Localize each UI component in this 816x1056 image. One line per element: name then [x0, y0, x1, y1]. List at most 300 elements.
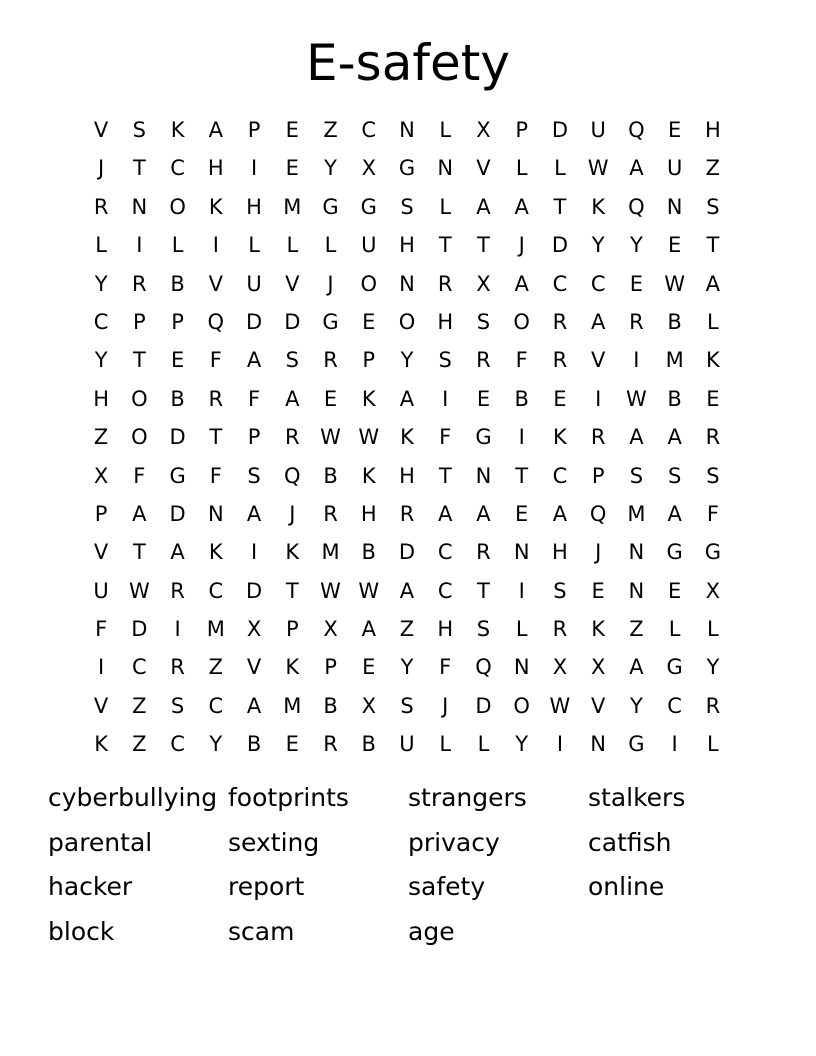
grid-letter: C [208, 693, 224, 718]
grid-letter: P [285, 617, 299, 642]
grid-letter: H [704, 118, 721, 142]
grid-letter: B [361, 732, 376, 757]
grid-letter: P [247, 118, 261, 142]
grid-letter: K [94, 732, 108, 757]
grid-letter: X [323, 617, 338, 642]
grid-letter: A [629, 425, 644, 450]
grid-row [82, 226, 732, 264]
grid-letter: C [552, 271, 568, 296]
grid-letter: O [360, 271, 378, 296]
grid-letter: B [361, 540, 376, 565]
grid-letter: R [323, 501, 338, 526]
grid-row [82, 687, 732, 725]
grid-letter: B [170, 271, 185, 296]
grid-letter: D [245, 309, 263, 334]
grid-letter: G [322, 309, 339, 334]
grid-letter: Y [324, 156, 337, 181]
grid-letter: H [246, 194, 262, 219]
grid-letter: N [399, 271, 415, 296]
grid-letter: Z [132, 693, 147, 718]
grid-letter: G [704, 540, 721, 565]
grid-letter: S [170, 693, 185, 718]
grid-letter: S [476, 309, 491, 334]
grid-letter: K [361, 463, 376, 488]
grid-letter: P [324, 655, 337, 680]
grid-letter: W [358, 578, 380, 603]
grid-letter: H [93, 386, 110, 411]
grid-letter: L [439, 732, 452, 757]
grid-row [82, 648, 732, 686]
grid-letter: I [250, 156, 258, 181]
grid-letter: A [705, 271, 721, 296]
grid-letter: R [552, 309, 568, 334]
grid-letter: F [95, 617, 108, 642]
grid-letter: N [131, 194, 148, 219]
grid-letter: X [476, 118, 491, 142]
grid-letter: A [399, 578, 415, 603]
grid-letter: C [552, 463, 568, 488]
grid-letter: F [133, 463, 146, 488]
grid-letter: L [439, 118, 452, 142]
grid-letter: B [667, 309, 682, 334]
grid-letter: R [132, 271, 147, 296]
grid-letter: N [475, 463, 492, 488]
grid-letter: A [246, 693, 262, 718]
grid-letter: X [361, 693, 376, 718]
word-list-item: strangers [408, 783, 527, 812]
word-list-item: report [228, 872, 305, 902]
grid-letter: V [93, 693, 109, 718]
word-list-item: footprints [228, 783, 349, 812]
grid-letter: L [248, 233, 260, 258]
grid-letter: S [476, 617, 491, 642]
grid-letter: Q [207, 309, 225, 334]
word-list-item: privacy [408, 827, 500, 857]
grid-letter: L [439, 194, 452, 219]
grid-letter: G [169, 463, 186, 488]
grid-letter: S [247, 463, 261, 488]
grid-letter: R [476, 540, 491, 565]
grid-letter: K [208, 194, 223, 219]
grid-letter: Q [589, 501, 607, 526]
grid-letter: T [438, 233, 452, 258]
grid-letter: R [170, 655, 185, 680]
grid-letter: K [285, 540, 300, 565]
grid-letter: N [437, 156, 454, 181]
grid-letter: X [476, 271, 491, 296]
grid-letter: T [477, 578, 490, 603]
grid-letter: O [398, 309, 416, 334]
grid-letter: U [93, 578, 109, 603]
grid-letter: C [208, 578, 224, 603]
grid-letter: I [174, 617, 181, 642]
grid-letter: A [514, 271, 529, 296]
grid-row [82, 495, 732, 533]
grid-letter: G [475, 425, 492, 450]
grid-letter: A [208, 118, 223, 142]
grid-letter: V [285, 271, 300, 296]
grid-letter: E [667, 578, 682, 603]
grid-letter: S [400, 194, 414, 219]
grid-letter: S [132, 118, 147, 142]
grid-letter: E [285, 732, 299, 757]
grid-letter: R [93, 194, 109, 219]
grid-letter: D [169, 425, 186, 450]
grid-letter: C [93, 309, 109, 334]
grid-letter: H [437, 309, 454, 334]
grid-row [82, 341, 732, 379]
grid-letter: X [246, 617, 262, 642]
word-list-item: block [48, 916, 115, 946]
grid-letter: N [590, 732, 607, 757]
grid-letter: E [667, 233, 682, 258]
grid-letter: G [360, 194, 377, 219]
grid-letter: E [706, 386, 720, 411]
grid-letter: C [170, 156, 185, 181]
grid-letter: S [400, 693, 414, 718]
word-list-item: safety [408, 872, 486, 902]
grid-letter: E [515, 501, 529, 526]
grid-row [82, 149, 732, 187]
grid-letter: L [668, 617, 681, 642]
grid-letter: S [706, 194, 720, 219]
grid-letter: Q [475, 655, 492, 680]
grid-letter: L [477, 732, 490, 757]
grid-letter: R [705, 425, 721, 450]
grid-letter: V [476, 156, 491, 181]
grid-row [82, 265, 732, 303]
grid-letter: O [513, 693, 530, 718]
grid-row [82, 725, 732, 763]
grid-letter: Z [323, 118, 338, 142]
grid-letter: R [629, 309, 644, 334]
grid-letter: L [95, 233, 107, 258]
grid-letter: T [438, 463, 452, 488]
grid-letter: D [475, 693, 492, 718]
grid-letter: L [286, 233, 299, 258]
grid-letter: N [513, 540, 530, 565]
word-list [48, 778, 768, 956]
grid-letter: I [633, 348, 640, 373]
grid-letter: G [398, 156, 416, 181]
grid-letter: E [362, 655, 376, 680]
grid-letter: L [707, 617, 719, 642]
grid-letter: Y [400, 348, 414, 373]
grid-letter: G [666, 540, 683, 565]
grid-letter: Y [706, 655, 720, 680]
grid-letter: F [209, 463, 222, 488]
grid-letter: A [667, 501, 682, 526]
grid-letter: R [170, 578, 185, 603]
grid-letter: X [590, 655, 606, 680]
grid-letter: D [551, 118, 569, 142]
grid-letter: H [360, 501, 377, 526]
grid-letter: E [591, 578, 605, 603]
grid-letter: A [438, 501, 453, 526]
grid-letter: A [399, 386, 415, 411]
grid-letter: F [439, 655, 452, 680]
grid-letter: D [131, 617, 148, 642]
grid-letter: A [514, 194, 529, 219]
grid-letter: A [476, 501, 491, 526]
word-list-item: age [408, 916, 455, 946]
grid-letter: C [590, 271, 606, 296]
grid-letter: P [362, 348, 376, 373]
grid-letter: N [399, 118, 415, 142]
grid-letter: S [438, 348, 452, 373]
grid-letter: D [398, 540, 416, 565]
grid-letter: M [283, 194, 302, 219]
grid-letter: N [207, 501, 224, 526]
grid-letter: A [590, 309, 606, 334]
grid-letter: S [285, 348, 299, 373]
grid-letter: D [551, 233, 569, 258]
grid-letter: M [321, 540, 340, 565]
grid-letter: C [437, 578, 453, 603]
grid-letter: L [554, 156, 566, 181]
grid-letter: A [246, 501, 262, 526]
grid-letter: G [628, 732, 645, 757]
grid-letter: O [131, 386, 148, 411]
grid-letter: U [246, 271, 262, 296]
grid-letter: C [361, 118, 377, 142]
grid-letter: R [208, 386, 224, 411]
grid-letter: E [170, 348, 185, 373]
grid-letter: L [171, 233, 184, 258]
grid-letter: T [285, 578, 299, 603]
grid-letter: L [515, 156, 528, 181]
grid-letter: B [170, 386, 185, 411]
grid-letter: R [590, 425, 606, 450]
grid-letter: L [707, 309, 719, 334]
grid-letter: C [667, 693, 682, 718]
grid-letter: M [665, 348, 684, 373]
grid-letter: Z [208, 655, 224, 680]
grid-letter: S [706, 463, 720, 488]
grid-letter: I [136, 233, 143, 258]
grid-letter: I [595, 386, 602, 411]
grid-letter: E [553, 386, 567, 411]
grid-letter: H [437, 617, 454, 642]
grid-letter: T [515, 463, 529, 488]
grid-letter: X [361, 156, 376, 181]
grid-letter: H [552, 540, 568, 565]
grid-letter: E [667, 118, 682, 142]
word-list-row [48, 778, 768, 823]
grid-letter: I [250, 540, 258, 565]
word-list-row [48, 867, 768, 912]
grid-letter: K [705, 348, 720, 373]
grid-letter: E [285, 118, 299, 142]
grid-letter: S [629, 463, 644, 488]
grid-letter: C [132, 655, 147, 680]
grid-row [82, 572, 732, 610]
grid-letter: B [323, 693, 338, 718]
grid-letter: W [128, 578, 150, 603]
grid-letter: I [518, 578, 525, 603]
grid-letter: I [518, 425, 525, 450]
grid-letter: J [98, 156, 105, 181]
grid-letter: U [361, 233, 377, 258]
grid-letter: P [591, 463, 605, 488]
grid-letter: E [476, 386, 491, 411]
grid-letter: T [209, 425, 223, 450]
grid-letter: W [664, 271, 686, 296]
grid-letter: F [209, 348, 222, 373]
grid-letter: E [629, 271, 644, 296]
grid-letter: B [323, 463, 338, 488]
grid-letter: K [170, 118, 185, 142]
word-list-item: cyberbullying [48, 783, 218, 812]
grid-letter: A [667, 425, 682, 450]
grid-letter: K [591, 194, 606, 219]
grid-letter: U [666, 156, 683, 181]
grid-row [82, 380, 732, 418]
grid-letter: Y [400, 655, 414, 680]
grid-letter: D [169, 501, 186, 526]
word-list-item: hacker [48, 872, 133, 902]
grid-letter: W [358, 425, 380, 450]
grid-letter: V [208, 271, 223, 296]
grid-letter: N [628, 578, 645, 603]
grid-letter: R [437, 271, 453, 296]
grid-row [82, 303, 732, 341]
grid-letter: V [93, 540, 109, 565]
grid-letter: J [595, 540, 602, 565]
grid-letter: O [513, 309, 530, 334]
grid-letter: W [320, 425, 341, 450]
grid-letter: D [284, 309, 301, 334]
grid-letter: J [442, 693, 449, 718]
grid-letter: V [93, 118, 109, 142]
grid-letter: M [627, 501, 646, 526]
grid-letter: W [587, 156, 609, 181]
grid-letter: E [323, 386, 338, 411]
grid-row [82, 111, 732, 149]
word-list-row [48, 912, 768, 957]
grid-letter: K [400, 425, 414, 450]
grid-letter: J [327, 271, 334, 296]
grid-letter: B [246, 732, 262, 757]
grid-letter: A [629, 655, 644, 680]
grid-letter: K [361, 386, 376, 411]
grid-letter: R [323, 732, 338, 757]
grid-letter: E [285, 156, 299, 181]
grid-letter: P [133, 309, 146, 334]
page-title: E-safety [306, 34, 510, 92]
grid-letter: T [132, 540, 146, 565]
grid-letter: I [98, 655, 105, 680]
grid-letter: G [666, 655, 683, 680]
word-list-item: scam [228, 916, 295, 946]
grid-letter: K [285, 655, 300, 680]
grid-letter: D [245, 578, 263, 603]
grid-letter: I [212, 233, 219, 258]
grid-letter: M [283, 693, 302, 718]
grid-letter: Y [629, 233, 643, 258]
grid-letter: S [667, 463, 682, 488]
grid-letter: K [591, 617, 606, 642]
grid-letter: O [131, 425, 148, 450]
grid-letter: X [552, 655, 568, 680]
grid-letter: Z [629, 617, 644, 642]
grid-letter: N [513, 655, 530, 680]
word-list-item: catfish [588, 827, 672, 857]
grid-letter: Z [399, 617, 415, 642]
grid-letter: J [289, 501, 296, 526]
grid-letter: X [705, 578, 721, 603]
grid-letter: U [399, 732, 415, 757]
grid-row [82, 457, 732, 495]
grid-letter: H [207, 156, 224, 181]
grid-letter: B [667, 386, 682, 411]
grid-letter: I [442, 386, 449, 411]
grid-letter: L [515, 617, 528, 642]
grid-letter: I [556, 732, 564, 757]
grid-row [82, 610, 732, 648]
grid-letter: T [132, 156, 146, 181]
word-list-item: parental [48, 827, 153, 857]
grid-letter: R [552, 617, 568, 642]
grid-letter: T [706, 233, 720, 258]
grid-letter: E [362, 309, 376, 334]
grid-letter: A [170, 540, 185, 565]
grid-letter: P [94, 501, 108, 526]
grid-letter: W [320, 578, 341, 603]
grid-letter: P [247, 425, 261, 450]
grid-letter: X [93, 463, 109, 488]
grid-letter: F [248, 386, 261, 411]
grid-letter: Q [628, 118, 645, 142]
grid-letter: A [552, 501, 568, 526]
grid-letter: Z [93, 425, 109, 450]
grid-letter: B [514, 386, 529, 411]
grid-letter: T [553, 194, 567, 219]
grid-letter: H [399, 463, 415, 488]
grid-letter: A [476, 194, 491, 219]
grid-letter: G [322, 194, 339, 219]
grid-letter: R [476, 348, 491, 373]
word-list-item: online [588, 872, 665, 902]
grid-letter: K [553, 425, 567, 450]
grid-letter: R [552, 348, 568, 373]
grid-letter: A [629, 156, 644, 181]
grid-letter: Y [209, 732, 223, 757]
grid-letter: O [169, 194, 186, 219]
grid-letter: R [705, 693, 721, 718]
grid-letter: F [515, 348, 528, 373]
grid-letter: W [549, 693, 571, 718]
grid-letter: Y [629, 693, 643, 718]
grid-letter: V [246, 655, 262, 680]
grid-letter: L [707, 732, 719, 757]
grid-letter: T [132, 348, 146, 373]
grid-row [82, 418, 732, 456]
grid-letter: R [323, 348, 338, 373]
grid-letter: T [477, 233, 490, 258]
word-list-item: stalkers [588, 783, 686, 812]
grid-letter: A [246, 348, 262, 373]
grid-letter: A [132, 501, 147, 526]
grid-letter: R [399, 501, 415, 526]
grid-letter: Y [94, 348, 108, 373]
grid-row [82, 188, 732, 226]
grid-row [82, 533, 732, 571]
grid-letter: Y [515, 732, 529, 757]
grid-letter: Y [591, 233, 605, 258]
grid-letter: Y [94, 271, 108, 296]
grid-letter: M [206, 617, 225, 642]
